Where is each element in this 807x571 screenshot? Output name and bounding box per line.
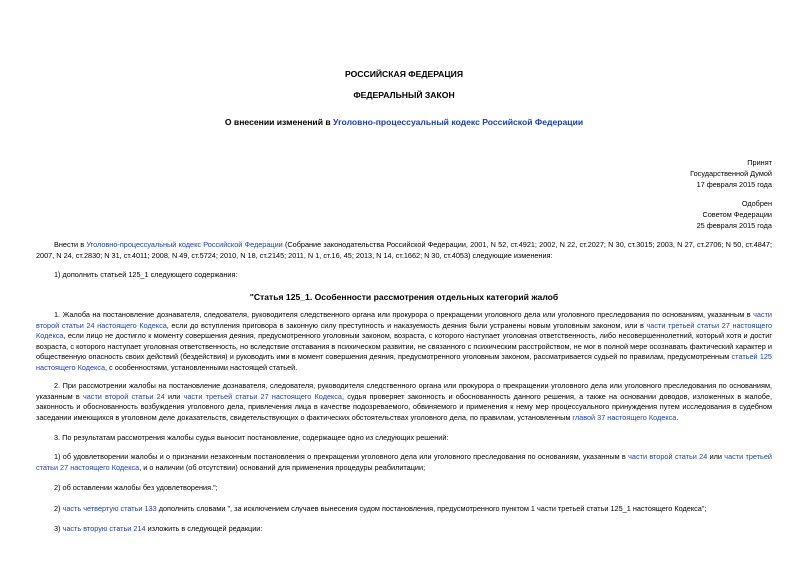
para1-link-art24[interactable]: части второй статьи 24 настоящего Кодекса <box>36 310 772 330</box>
para4-text-c: , и о наличии (об отсутствии) оснований для применения процедуры реабилитации; <box>139 462 426 472</box>
para2-link-ch37[interactable]: главой 37 настоящего Кодекса <box>572 412 677 422</box>
para4-text-b: или <box>707 452 725 461</box>
para1-text-d: , с особенностями, установленными настоящей статьей. <box>105 362 298 372</box>
law-title-prefix: О внесении изменений в <box>224 117 334 127</box>
item2-text-a: 2) <box>54 504 63 513</box>
article-title: "Статья 125_1. Особенности рассмотрения отдельных категорий жалоб <box>249 292 559 302</box>
para1-text-c: , если лицо не достигло к моменту совершения деяния, предусмотренного уголовным законом, возраста, с которого наступает уголовная ответственность, либо несовершеннолетний, который хотя и достиг возраста, с которого наступает уголовная ответственность, но вследствие отставания в психическом развитии, не связанного с психическим расстройством, не мог в полной мере осознавать фактический характер и общественную опасность своих действий (бездействия) и руководить ими в момент совершения деяния, предусмотренного уголовным законом, рассматривается судьей по правилам, предусмотренным <box>36 331 772 361</box>
article-para-3: 3. По результатам рассмотрения жалобы судья выносит постановление, содержащее одно из следующих решений: <box>54 433 449 442</box>
approved-label: Одобрен <box>741 199 772 208</box>
para2-text-b: или <box>164 391 184 401</box>
accepted-body: Государственной Думой <box>690 169 772 178</box>
item2-text-b: дополнить словами ", за исключением случаев вынесения судом постановления, предусмотренного пунктом 1 части третьей статьи 125_1 настоящего Кодекса"; <box>156 504 707 513</box>
para4-link-art24[interactable]: части второй статьи 24 <box>628 452 708 461</box>
item-2 <box>36 504 772 515</box>
para2-link-art24[interactable]: части второй статьи 24 <box>82 391 165 401</box>
para1-link-art125[interactable]: статьей 125 настоящего Кодекса <box>36 352 772 372</box>
article-para-4 <box>36 452 772 473</box>
item3-link-art214[interactable]: часть вторую статьи 214 <box>62 524 146 533</box>
heading-country: РОССИЙСКАЯ ФЕДЕРАЦИЯ <box>344 69 464 79</box>
law-title-link[interactable]: Уголовно-процессуальный кодекс Российской Федерации <box>333 117 584 127</box>
para2-text-a: 2. При рассмотрении жалобы на постановление дознавателя, следователя, руководителя следственного органа или прокурора о прекращении уголовного дела или уголовного преследования по основаниям, указанным в <box>36 381 772 401</box>
article-para-2 <box>36 381 772 423</box>
item-1: 1) дополнить статьей 125_1 следующего содержания: <box>54 270 238 279</box>
law-title <box>36 117 772 128</box>
item3-text-b: изложить в следующей редакции: <box>145 524 263 533</box>
item-3 <box>36 524 772 535</box>
para1-text-b: , если до вступления приговора в законную силу преступность и наказуемость деяния были устранены новым уголовным законом, или в <box>166 320 647 330</box>
intro-text-rest: (Собрание законодательства Российской Федерации, 2001, N 52, ст.4921; 2002, N 22, ст.2027; N 30, ст.3015; 2003, N 27, ст.2706; N 50, ст.4847; 2007, N 24, ст.2830; N 31, ст.4011; 2008, N 49, ст.5724; 2010, N 18, ст.2145; 2011, N 1, ст.16, 45; 2013, N 14, ст.1662; N 30, ст.4053) следующие изменения: <box>36 240 772 260</box>
para4-link-art27[interactable]: части третьей статьи 27 настоящего Кодекса <box>36 452 772 472</box>
article-para-5: 2) об оставлении жалобы без удовлетворения."; <box>54 483 218 492</box>
para4-text-a: 1) об удовлетворении жалобы и о признании незаконным постановления о прекращении уголовного дела или уголовного преследования по основаниям, указанным в <box>54 452 629 461</box>
approved-body: Советом Федерации <box>702 210 772 219</box>
heading-law-type: ФЕДЕРАЛЬНЫЙ ЗАКОН <box>353 90 455 100</box>
article-para-1 <box>36 310 772 373</box>
intro-code-link[interactable]: Уголовно-процессуальный кодекс Российской Федерации <box>86 240 283 249</box>
accepted-date: 17 февраля 2015 года <box>696 180 772 189</box>
accepted-label: Принят <box>747 158 772 167</box>
approved-date: 25 февраля 2015 года <box>696 221 772 230</box>
item2-link-art133[interactable]: часть четвертую статьи 133 <box>62 504 157 513</box>
para1-link-art27[interactable]: части третьей статьи 27 настоящего Кодекса <box>36 320 773 340</box>
para2-text-d: . <box>676 412 679 422</box>
intro-text: Внести в <box>54 240 87 249</box>
para1-text-a: 1. Жалоба на постановление дознавателя, следователя, руководителя следственного органа или прокурора о прекращении уголовного дела или уголовного преследования по основаниям, указанным в <box>54 310 754 319</box>
item3-text-a: 3) <box>54 524 63 533</box>
para2-link-art27[interactable]: части третьей статьи 27 настоящего Кодекса <box>183 391 342 401</box>
para2-text-c: , судья проверяет законность и обоснованность данного решения, а также на основании доводов, изложенных в жалобе, законность и обоснованность возбуждения уголовного дела, привлечения лица в качестве подозреваемого, обвиняемого и применения к нему мер процессуального принуждения путем исследования в судебном заседании имеющихся в уголовном деле доказательств, свидетельствующих о фактических обстоятельствах уголовного дела, по правилам, установленным <box>36 391 772 422</box>
intro-paragraph <box>36 240 772 261</box>
